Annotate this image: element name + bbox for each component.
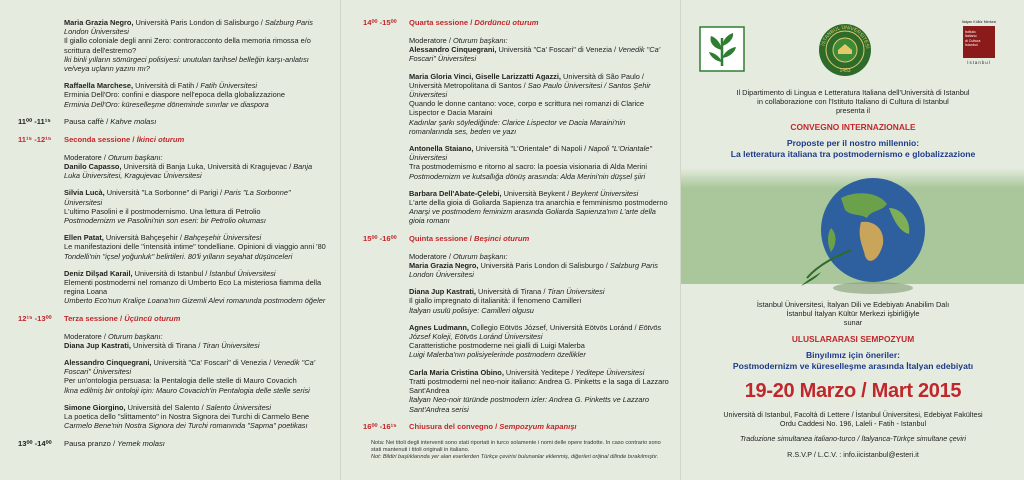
talk-entry bbox=[64, 269, 330, 306]
speaker-name: Maria Grazia Negro, bbox=[409, 260, 479, 270]
talk-title-tr: Tondelli'nin "içsel yoğunluk" belirtileri. 80'li yılların seyahat düşünceleri bbox=[64, 251, 293, 261]
moderator-label-tr: Oturum başkanı: bbox=[107, 152, 163, 162]
time-slot: 11¹⁵ -12¹⁵ bbox=[18, 134, 52, 144]
talk-title: L'arte della gioia di Goliarda Sapienza tra anarchia e femminismo postmoderno bbox=[409, 198, 668, 208]
iic-logo-city: İstanbul bbox=[967, 60, 991, 65]
session-label: Seconda sessione / bbox=[64, 134, 137, 144]
talk-entry bbox=[64, 188, 330, 225]
affiliation: Università Yeditepe / bbox=[503, 367, 576, 377]
speaker-name: Danilo Capasso, bbox=[64, 162, 122, 172]
affiliation: Università "L'Orientale" di Napoli / bbox=[473, 144, 589, 154]
moderator-label: Moderatore / bbox=[409, 36, 453, 45]
speaker-name: Carla Maria Cristina Obino, bbox=[409, 367, 504, 377]
affiliation-tr: Salzburg Paris London Üniversitesi bbox=[409, 260, 658, 280]
affiliation-tr: Paris "La Sorbonne" Üniversitesi bbox=[64, 188, 291, 207]
time-slot: 16⁰⁰ -16¹⁵ bbox=[363, 421, 397, 431]
talk-title-tr: Kadınlar şarkı söylediğinde: Clarice Lispector ve Dacia Maraini'nin romanlarında ses, beden ve yazı bbox=[409, 117, 626, 136]
speaker-name: Ellen Patat, bbox=[64, 233, 104, 243]
session-label-tr: Dördüncü oturum bbox=[474, 18, 539, 27]
footnote bbox=[371, 440, 670, 461]
talk-title-tr: Postmodernizm ve kutsallığa dönüş arasında: Alda Merini'nin düşsel şiiri bbox=[409, 171, 646, 181]
event-date: 19-20 Marzo / Mart 2015 bbox=[744, 380, 962, 402]
sempozyum-title: ULUSLARARASI SEMPOZYUM bbox=[791, 334, 915, 344]
talk-entry bbox=[409, 368, 670, 414]
talk-title: L'ultimo Pasolini e il postmodernismo. Una lettura di Petrolio bbox=[64, 206, 261, 216]
talk-entry bbox=[64, 233, 330, 261]
venue-line: Università di Istanbul, Facoltà di Lettere / İstanbul Üniversitesi, Edebiyat Fakültesi bbox=[723, 410, 983, 419]
program-panel-left bbox=[0, 0, 340, 480]
affiliation-tr: Salento Üniversitesi bbox=[205, 402, 272, 412]
closing-row bbox=[363, 422, 670, 432]
break-label: Pausa caffè / bbox=[64, 116, 111, 126]
logo-row bbox=[681, 20, 1024, 80]
subtitle-line: La letteratura italiana tra postmodernismo e globalizzazione bbox=[730, 148, 976, 159]
speaker-name: Raffaella Marchese, bbox=[64, 81, 134, 91]
affiliation-tr: Fatih Üniversitesi bbox=[200, 81, 258, 91]
affiliation-tr: Banja Luka Üniversitesi, Kragujevac Üniversitesi bbox=[64, 162, 313, 181]
iic-line: Istanbul bbox=[965, 43, 978, 48]
iic-logo bbox=[959, 20, 999, 65]
affiliation-tr: Venedik "Ca' Foscari" Üniversitesi bbox=[409, 45, 661, 64]
closing-label: Chiusura del convegno / bbox=[409, 421, 500, 431]
sempozyum-subtitle bbox=[681, 350, 1024, 371]
affiliation: Università di São Paulo / Università Metropolitana di Santos / bbox=[409, 71, 644, 90]
time-slot: 15⁰⁰ -16⁰⁰ bbox=[363, 233, 397, 243]
affiliation-tr: Eötvös József Koleji, Eötvös Loránd Üniversitesi bbox=[409, 322, 662, 342]
venue bbox=[681, 410, 1024, 428]
moderator-label: Moderatore / bbox=[409, 251, 453, 261]
intro-line: İstanbul İtalyan Kültür Merkezi işbirliğiyle bbox=[786, 309, 920, 318]
affiliation: Collegio Eötvös József, Università Eötvös Loránd / bbox=[468, 322, 639, 332]
talk-entry bbox=[64, 18, 330, 73]
affiliation-tr: Tiran Üniversitesi bbox=[202, 340, 260, 350]
speaker-name: Deniz Dilşad Karail, bbox=[64, 268, 133, 278]
talk-title-tr: Luigi Malerba'nın polisiyelerinde postmodern özellikler bbox=[409, 350, 586, 360]
subtitle-line: Binyılımız için öneriler: bbox=[805, 350, 901, 360]
break-label-tr: Kahve molası bbox=[110, 116, 157, 126]
moderator-entry bbox=[64, 332, 330, 350]
lunch-break-row bbox=[18, 439, 330, 449]
speaker-name: Alessandro Cinquegrani, bbox=[64, 358, 152, 368]
iic-logo-box bbox=[963, 26, 995, 58]
coffee-break-row bbox=[18, 117, 330, 127]
moderator-label: Moderatore / bbox=[64, 331, 108, 341]
cover-panel bbox=[680, 0, 1024, 480]
affiliation-tr: Beykent Üniversitesi bbox=[571, 188, 639, 198]
talk-title: Le manifestazioni delle "intensità intime" tondelliane. Opinioni di viaggio anni '80 bbox=[64, 242, 326, 252]
talk-title-tr: Umberto Eco'nun Kraliçe Loana'nın Gizemli Alevi romanında postmodern öğeler bbox=[64, 296, 326, 306]
speaker-name: Alessandro Cinquegrani, bbox=[409, 45, 497, 55]
affiliation-tr: Bahçeşehir Üniversitesi bbox=[183, 233, 262, 243]
affiliation-tr: Yeditepe Üniversitesi bbox=[575, 367, 645, 377]
talk-entry bbox=[409, 323, 670, 360]
talk-entry bbox=[409, 144, 670, 181]
affiliation-tr: İstanbul Üniversitesi bbox=[209, 268, 276, 278]
footnote-tr: Not: Bildiri başlıklarında yer alan eserlerden Türkçe çevirisi bulunanlar eklenmiş, diğerleri orijinal dilinde bırakılmıştır. bbox=[371, 453, 659, 460]
iic-line: Italiano bbox=[965, 34, 977, 39]
break-label: Pausa pranzo / bbox=[64, 438, 118, 448]
talk-title-tr: Anarşi ve postmodern feminizm arasında Goliarda Sapienza'nın L'arte della gioia romanı bbox=[409, 207, 656, 226]
talk-entry bbox=[409, 189, 670, 226]
plant-logo-icon bbox=[699, 26, 745, 72]
time-slot: 14⁰⁰ -15⁰⁰ bbox=[363, 18, 397, 27]
univ-logo-year: 1453 bbox=[839, 68, 851, 74]
intro-line: sunar bbox=[843, 318, 863, 327]
break-label-tr: Yemek molası bbox=[117, 438, 165, 448]
talk-title-tr: İki binli yılların sömürgeci polisiyesi: unutulan tarihsel belleğin karşı-anlatısı ve/veya uçların yazını mı? bbox=[64, 54, 309, 74]
affiliation: Università Bahçeşehir / bbox=[103, 233, 184, 243]
talk-entry bbox=[409, 287, 670, 315]
affiliation-tr: Napoli "L'Oriantale" Üniversitesi bbox=[409, 144, 652, 163]
affiliation: Università Beykent / bbox=[501, 188, 572, 198]
time-slot: 12¹⁵ -13⁰⁰ bbox=[18, 313, 52, 323]
subtitle-line: Postmodernizm ve küreselleşme arasında İtalyan edebiyatı bbox=[732, 360, 974, 371]
moderator-label-tr: Oturum başkanı: bbox=[107, 331, 163, 341]
intro-line: Il Dipartimento di Lingua e Letteratura Italiana dell'Università di Istanbul bbox=[736, 88, 970, 97]
session-label-tr: Beşinci oturum bbox=[474, 233, 530, 243]
affiliation-tr: Salzburg Paris London Üniversitesi bbox=[64, 18, 313, 37]
session-header bbox=[363, 18, 670, 28]
session-label-tr: İkinci oturum bbox=[136, 134, 185, 144]
moderator-entry bbox=[409, 252, 670, 280]
moderator-label: Moderatore / bbox=[64, 152, 108, 162]
intro-tr bbox=[681, 300, 1024, 327]
speaker-name: Barbara Dell'Abate-Çelebi, bbox=[409, 188, 502, 198]
talk-title-tr: Postmodernizm ve Pasolini'nin son eseri: bir Petrolio okuması bbox=[64, 216, 266, 226]
affiliation-tr: Sao Paulo Üniversitesi / Santos Şehir Üniversitesi bbox=[409, 80, 651, 100]
talk-title-tr: İkna edilmiş bir ontoloji için: Mauro Covacich'in Pentalogia delle stelle serisi bbox=[64, 385, 310, 395]
moderator-label-tr: Oturum başkanı: bbox=[452, 251, 508, 261]
convegno-subtitle bbox=[681, 138, 1024, 159]
affiliation: Università di Fatih / bbox=[133, 81, 201, 91]
talk-title: La poetica dello "slittamento" in Nostra Signora dei Turchi di Carmelo Bene bbox=[64, 412, 310, 422]
talk-title: Elementi postmoderni nel romanzo di Umberto Eco La misteriosa fiamma della regina Loana bbox=[64, 278, 322, 297]
talk-entry bbox=[64, 81, 330, 109]
subtitle-line: Proposte per il nostro millennio: bbox=[786, 138, 920, 148]
affiliation: Università del Salento / bbox=[125, 402, 206, 412]
affiliation: Università di Tirana / bbox=[130, 340, 203, 350]
talk-title-tr: İtalyan usulü polisiye: Camilleri olgusu bbox=[409, 305, 534, 315]
session-label: Quinta sessione / bbox=[409, 233, 474, 243]
affiliation-tr: Tiran Üniversitesi bbox=[547, 287, 605, 297]
time-slot: 11⁰⁰ -11¹⁵ bbox=[18, 116, 51, 126]
intro-it bbox=[681, 88, 1024, 115]
talk-title: Tratti postmoderni nel neo-noir italiano: Andrea G. Pinketts e la saga di Lazzaro Sant'Andrea bbox=[409, 376, 669, 396]
talk-title: Tra postmodernismo e ritorno al sacro: la poesia visionaria di Alda Merini bbox=[409, 162, 647, 172]
intro-line: İstanbul Üniversitesi, İtalyan Dili ve Edebiyatı Anabilim Dalı bbox=[756, 300, 950, 309]
affiliation: Università "Ca' Foscari" di Venezia / bbox=[496, 45, 619, 55]
venue-line: Ordu Caddesi No. 196, Laleli - Fatih - Istanbul bbox=[779, 419, 927, 428]
globe-illustration bbox=[801, 168, 931, 296]
speaker-name: Silvia Lucà, bbox=[64, 188, 105, 198]
univ-logo-text: İSTANBUL ÜNİVERSİTESİ bbox=[820, 24, 870, 49]
talk-title: Il giallo impregnato di italianità: il fenomeno Camilleri bbox=[409, 296, 582, 306]
session-label: Quarta sessione / bbox=[409, 18, 475, 27]
session-label: Terza sessione / bbox=[64, 313, 125, 323]
rsvp-contact: R.S.V.P / L.C.V. : info.iicistanbul@esteri.it bbox=[787, 450, 919, 459]
talk-entry bbox=[64, 358, 330, 395]
talk-title: Erminia Dell'Oro: confini e diaspore nell'epoca della globalizzazione bbox=[64, 90, 285, 100]
speaker-name: Maria Grazia Negro, bbox=[64, 18, 134, 27]
moderator-entry bbox=[409, 36, 670, 64]
speaker-name: Diana Jup Kastrati, bbox=[409, 287, 476, 297]
intro-line: presenta il bbox=[835, 106, 871, 115]
time-slot: 13⁰⁰ -14⁰⁰ bbox=[18, 438, 52, 448]
affiliation: Università "La Sorbonne" di Parigi / bbox=[104, 188, 225, 198]
affiliation: Università Paris London di Salisburgo / bbox=[133, 18, 265, 27]
talk-entry bbox=[64, 403, 330, 431]
iic-line: Istituto bbox=[965, 30, 976, 34]
talk-title: Per un'ontologia persuasa: la Pentalogia delle stelle di Mauro Covacich bbox=[64, 376, 297, 386]
talk-title: Il giallo coloniale degli anni Zero: controracconto della memoria rimossa e/o scrittura dell'estremo? bbox=[64, 36, 311, 55]
university-seal-icon bbox=[816, 22, 874, 78]
closing-label-tr: Sempozyum kapanışı bbox=[499, 421, 577, 431]
talk-title-tr: Carmelo Bene'nin Nostra Signora dei Turchi romanında "Sapma" poetikası bbox=[64, 421, 308, 431]
talk-title: Caratteristiche postmoderne nei gialli di Luigi Malerba bbox=[409, 341, 585, 351]
affiliation: Università di Banja Luka, Università di Kragujevac / bbox=[121, 162, 294, 172]
affiliation: Università Paris London di Salisburgo / bbox=[478, 260, 610, 270]
moderator-label-tr: Oturum başkanı: bbox=[452, 36, 508, 45]
translation-note: Traduzione simultanea italiano-turco / İtalyanca-Türkçe simultane çeviri bbox=[740, 434, 966, 443]
convegno-title: CONVEGNO INTERNAZIONALE bbox=[790, 122, 916, 132]
talk-entry bbox=[409, 72, 670, 136]
speaker-name: Antonella Staiano, bbox=[409, 144, 474, 154]
affiliation: Università "Ca' Foscari" di Venezia / bbox=[151, 358, 274, 368]
talk-title-tr: Erminia Dell'Oro: küreselleşme döneminde sınırlar ve diaspora bbox=[64, 99, 269, 109]
iic-line: di Cultura bbox=[965, 38, 981, 43]
session-label-tr: Üçüncü oturum bbox=[124, 313, 181, 323]
session-header bbox=[363, 234, 670, 244]
footnote-it: Nota: Nei titoli degli interventi sono stati riportati in turco solamente i nomi delle opere tradotte. In caso contrario sono stati mantenuti i titoli originali in italiano. bbox=[371, 439, 661, 453]
affiliation: Università di Tirana / bbox=[475, 287, 548, 297]
affiliation: Università di Istanbul / bbox=[132, 268, 210, 278]
session-header bbox=[18, 135, 330, 145]
moderator-entry bbox=[64, 153, 330, 181]
program-panel-middle bbox=[340, 0, 680, 480]
speaker-name: Maria Gloria Vinci, Giselle Larizzatti Agazzi, bbox=[409, 71, 561, 81]
intro-line: in collaborazione con l'Istituto Italiano di Cultura di Istanbul bbox=[757, 97, 949, 106]
talk-title-tr: İtalyan Neo-noir türünde postmodern izler: Andrea G. Pinketts ve Lazzaro Sant'Andrea serisi bbox=[409, 395, 650, 414]
speaker-name: Simone Giorgino, bbox=[64, 402, 126, 412]
session-header bbox=[18, 314, 330, 324]
speaker-name: Agnes Ludmann, bbox=[409, 322, 469, 332]
speaker-name: Diana Jup Kastrati, bbox=[64, 340, 131, 350]
iic-logo-top: İtalyan Kültür Merkezi bbox=[961, 20, 997, 24]
affiliation-tr: Venedik "Ca' Foscari" Üniversitesi bbox=[64, 358, 316, 377]
talk-title: Quando le donne cantano: voce, corpo e scrittura nei romanzi di Clarice Lispector e Dacia Maraini bbox=[409, 99, 644, 118]
